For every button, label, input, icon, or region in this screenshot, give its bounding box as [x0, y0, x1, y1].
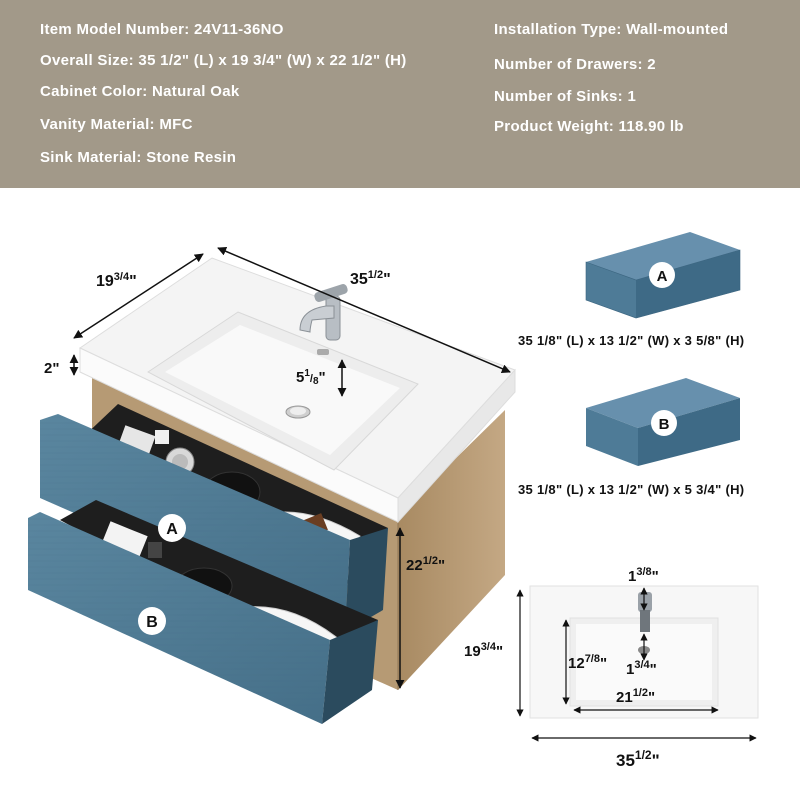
- svg-text:193/4": $19^{3/4}$": [464, 641, 504, 660]
- svg-text:A: A: [166, 521, 178, 538]
- drawer-b-size: 35 1/8" (L) x 13 1/2" (W) x 5 3/4" (H): [518, 482, 745, 497]
- drawer-a-box: [586, 232, 740, 318]
- drawer-b-box: [586, 378, 740, 466]
- svg-text:13/4": $1^{3/4}$": [626, 659, 657, 678]
- drawer-b-badge: [138, 607, 166, 635]
- drawer-a-size: 35 1/8" (L) x 13 1/2" (W) x 3 5/8" (H): [518, 333, 745, 348]
- spec-model-number: Item Model Number: 24V11-36NO: [40, 21, 284, 38]
- spec-vanity-material: Vanity Material: MFC: [40, 116, 193, 133]
- svg-text:51/8": $5^1_/8$": [296, 368, 326, 387]
- svg-text:211/2": $21^{1/2}$": [616, 687, 656, 706]
- svg-text:B: B: [658, 416, 670, 433]
- spec-installation-type: Installation Type: Wall-mounted: [494, 21, 729, 38]
- svg-text:2": 2": [44, 360, 60, 377]
- svg-text:A: A: [656, 268, 668, 285]
- svg-text:127/8": $12^{7/8}$": [568, 653, 608, 672]
- spec-cabinet-color: Cabinet Color: Natural Oak: [40, 83, 240, 100]
- spec-product-weight: Product Weight: 118.90 lb: [494, 118, 684, 135]
- svg-text:13/8": $1^{3/8}$": [628, 566, 659, 585]
- dim-top-thickness: [44, 355, 74, 377]
- svg-text:221/2": $22^{1/2}$": [406, 555, 446, 574]
- spec-overall-size: Overall Size: 35 1/2" (L) x 19 3/4" (W) x 22 1/2" (H): [40, 52, 407, 69]
- svg-text:193/4": $19^{3/4}$": [96, 271, 137, 290]
- spec-sink-material: Sink Material: Stone Resin: [40, 149, 237, 166]
- svg-text:B: B: [146, 614, 158, 631]
- spec-number-of-sinks: Number of Sinks: 1: [494, 88, 637, 105]
- dim-top-length: [532, 738, 756, 770]
- drawer-a-badge: [158, 514, 186, 542]
- spec-number-of-drawers: Number of Drawers: 2: [494, 56, 656, 73]
- svg-text:351/2": $35^{1/2}$": [350, 269, 391, 288]
- svg-text:351/2": $35^{1/2}$": [616, 748, 660, 770]
